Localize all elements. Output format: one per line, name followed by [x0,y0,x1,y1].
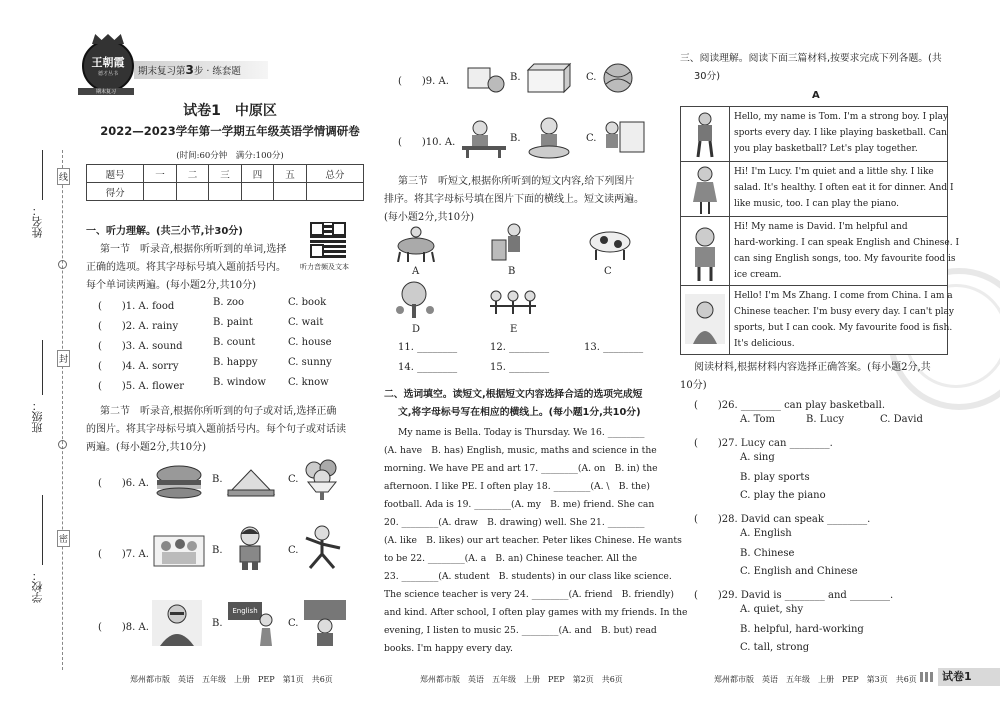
option-c: C. wait [288,317,324,328]
passage-line: hard-working. I can speak English and Chinese. I [734,238,960,248]
tag-number: 3 [185,63,194,77]
q9-stem[interactable]: ( )9. A. [398,76,449,87]
list-item [98,357,368,377]
cloze-line: books. I'm happy every day. [384,643,513,654]
score-header-cell: 二 [176,165,209,183]
option-c-label: C. [288,618,299,629]
score-header-cell: 三 [209,165,242,183]
section2-instruction: 两遍。(每小题2分,共10分) [86,442,207,453]
hole-icon [58,440,67,449]
answer-blank-13[interactable]: 13. ________ [584,342,644,353]
class-blank-line[interactable] [42,340,43,395]
cow-picture [582,222,636,262]
qr-code[interactable] [310,222,346,258]
picture-label-b: B [508,266,516,277]
sandwich-picture [226,466,276,498]
picture-label-e: E [510,324,518,335]
section3-instruction: 排序。将其字母标号填在图片下面的横线上。短文读两遍。 [384,194,644,205]
exam-meta: (时间:60分钟 满分:100分) [176,151,284,161]
score-table-header-row [87,165,364,183]
q27-option-a: A. sing [740,452,775,463]
tag-right: 步 · 练套题 [193,66,241,77]
logo-crown-icon [92,34,124,44]
score-header-cell: 题号 [87,165,144,183]
kids-playing-picture [486,288,540,320]
dashed-cut-line [62,150,63,670]
word-choice-list [98,297,368,397]
q10-stem[interactable]: ( )10. A. [398,137,456,148]
cloze-line: to be 22. ________(A. a B. an) Chinese teacher. All the [384,553,638,564]
score-table [86,164,364,201]
cloze-line: 20. ________(A. draw B. drawing) well. She 21. ________ [384,517,645,528]
section2-instruction: 第二节 听录音,根据你所听到的句子或对话,选择正确 [100,406,337,417]
cloze-line: 23. ________(A. student B. students) in our class like science. [384,571,672,582]
name-blank-line[interactable] [42,150,43,200]
score-cell[interactable] [176,183,209,201]
picture-label-d: D [412,324,421,335]
listening-heading: 一、听力理解。(共三小节,计30分) [86,226,243,237]
ball-picture [600,60,636,96]
reading-heading: 30分) [694,71,721,82]
q7-stem[interactable]: ( )7. A. [98,549,149,560]
passage-label: A [812,90,820,101]
hole-icon [58,260,67,269]
cloze-line: The science teacher is very 24. ________(A. friend B. friendly) [384,589,674,600]
passage-line: ice cream. [734,270,782,280]
seal-seal-mark: 封 [57,350,70,367]
reading-instruction: 10分) [680,380,707,391]
answer-blank-11[interactable]: 11. ________ [398,342,458,353]
q29-option-a: A. quiet, shy [740,604,804,615]
david-avatar [681,217,730,285]
score-cell[interactable] [144,183,177,201]
footer-dots [920,672,934,682]
ice-cream-picture [302,458,342,502]
answer-blank-15[interactable]: 15. ________ [490,362,550,373]
chinese-class-picture [302,598,348,646]
option-b: B. window [213,377,266,388]
seal-line-mark: 线 [57,168,70,185]
hamburger-picture [154,465,204,499]
reading-heading: 三、阅读理解。阅读下面三篇材料,按要求完成下列各题。(共 [680,53,942,64]
footer-page1: 郑州都市版 英语 五年级 上册 PEP 第1页 共6页 [130,675,333,684]
q8-stem[interactable]: ( )8. A. [98,622,149,633]
teacher-picture [152,600,202,646]
list-item [98,317,368,337]
q27[interactable]: ( )27. Lucy can ________. [694,438,833,449]
q26-option-a: A. Tom [740,414,775,425]
q28-option-a: A. English [740,528,792,539]
logo-text: 王朝霞 [91,56,125,69]
section2-instruction: 的图片。将其字母标号填入题前括号内。每个句子或对话读 [86,424,346,435]
cloze-line: (A. like B. likes) our art teacher. Peter likes Chinese. He wants [384,535,682,546]
score-header-cell: 总分 [306,165,363,183]
cloze-line: football. Ada is 19. ________(A. my B. me) friend. She can [384,499,655,510]
footer-tag: 试卷1 [938,668,1000,686]
passage-line: salad. It's healthy. I often eat it for dinner. And I [734,183,954,193]
family-picture [152,528,206,568]
reading-instruction: 阅读材料,根据材料内容选择正确答案。(每小题2分,共 [694,362,931,373]
reading-table [680,106,960,355]
section3-instruction: (每小题2分,共10分) [384,212,475,223]
name-label: 姓名： [31,205,44,238]
passage-line: can sing English songs, too. My favourite food is [734,254,956,264]
school-label: 学校： [31,570,44,603]
table-row [681,162,954,217]
q29-option-b: B. helpful, hard-working [740,624,864,635]
list-item [98,377,368,397]
answer-blank-12[interactable]: 12. ________ [490,342,550,353]
picture-label-a: A [412,266,420,277]
option-b-label: B. [212,474,223,485]
passage-line: Hi! My name is David. I'm helpful and [734,222,908,232]
item-stem[interactable]: ( )3. A. sound [98,341,183,352]
q28[interactable]: ( )28. David can speak ________. [694,514,871,525]
cloze-heading: 二、选词填空。读短文,根据短文内容选择合适的选项完成短 [384,389,643,400]
logo-ribbon: 期末复习 [78,88,134,95]
section1-instruction: 每个单词读两遍。(每小题2分,共10分) [86,280,257,291]
option-c: C. know [288,377,329,388]
kids-tree-picture [392,280,438,320]
passage-line: Chinese teacher. I'm busy every day. I can't play [734,307,954,317]
option-c-label: C. [288,545,299,556]
binding-margin [0,0,70,708]
answer-blank-14[interactable]: 14. ________ [398,362,458,373]
score-table-score-row [87,183,364,201]
passage-line: you play basketball? Let's play together. [734,144,918,154]
tom-avatar [681,107,730,161]
score-row-label: 得分 [87,183,144,201]
option-c: C. sunny [288,357,332,368]
table-row [681,107,947,162]
footer-page2: 郑州都市版 英语 五年级 上册 PEP 第2页 共6页 [420,675,623,684]
option-c-label: C. [586,72,597,83]
q6-stem[interactable]: ( )6. A. [98,478,149,489]
item-stem[interactable]: ( )5. A. flower [98,381,185,392]
q27-option-b: B. play sports [740,472,810,483]
school-blank-line[interactable] [42,495,43,565]
score-header-cell: 一 [144,165,177,183]
boy-cleaning-picture [600,118,646,158]
list-item [98,337,368,357]
passage-line: Hello! I'm Ms Zhang. I come from China. I am a [734,291,953,301]
box-ball-picture [458,60,506,94]
box-picture [524,60,574,94]
option-b: B. paint [213,317,253,328]
boy-washing-picture [526,116,572,160]
boy-desk-picture [458,118,508,158]
tag-left: 期末复习第 [138,66,186,77]
option-c-label: C. [586,133,597,144]
boy-picture [232,526,268,570]
lucy-avatar [681,162,730,216]
option-b-label: B. [510,133,521,144]
q28-option-c: C. English and Chinese [740,566,858,577]
q29[interactable]: ( )29. David is ________ and ________. [694,590,894,601]
cloze-line: (A. have B. has) English, music, maths and science in the [384,445,657,456]
cloze-line: My name is Bella. Today is Thursday. We 16. ________ [398,427,645,438]
cloze-line: evening, I listen to music 25. ________(A. and B. but) read [384,625,657,636]
cloze-line: afternoon. I like PE. I often play 18. ________(A. \ B. the) [384,481,650,492]
exam-subtitle: 2022—2023学年第一学期五年级英语学情调研卷 [100,124,360,138]
score-cell[interactable] [209,183,242,201]
cloze-line: and kind. After school, I often play games with my friends. In the [384,607,688,618]
q27-option-c: C. play the piano [740,490,826,501]
option-b: B. count [213,337,256,348]
girl-luggage-picture [488,222,532,262]
exam-title: 试卷1 中原区 [183,103,277,119]
cloze-line: morning. We have PE and art 17. ________(A. on B. in) the [384,463,658,474]
passage-line: sports, but I can cook. My favourite food is fish. [734,323,953,333]
list-item [98,297,368,317]
picture-label-c: C [604,266,612,277]
section-tag [134,61,268,79]
option-c-label: C. [288,474,299,485]
option-b: B. happy [213,357,258,368]
score-cell[interactable] [241,183,274,201]
q29-option-c: C. tall, strong [740,642,810,653]
score-header-cell: 五 [274,165,307,183]
option-b-label: B. [212,618,223,629]
passage-line: like music, too. I can play the piano. [734,199,899,209]
table-row [681,217,960,286]
passage-line: sports every day. I like playing basketball. Can [734,128,947,138]
ms-zhang-avatar [681,286,730,354]
item-stem[interactable]: ( )1. A. food [98,301,175,312]
horse-riding-picture [390,222,442,262]
section1-instruction: 正确的选项。将其字母标号填入题前括号内。 [86,262,286,273]
section3-instruction: 第三节 听短文,根据你所听到的短文内容,给下列图片 [398,176,635,187]
seal-dense-mark: 密 [57,530,70,547]
score-header-cell: 四 [241,165,274,183]
item-stem[interactable]: ( )2. A. rainy [98,321,179,332]
section1-instruction: 第一节 听录音,根据你所听到的单词,选择 [100,244,287,255]
logo-subtext: 德才丛书 [97,71,118,77]
blackboard: English [228,602,262,620]
passage-line: Hi! I'm Lucy. I'm quiet and a little shy. I like [734,167,934,177]
class-label: 班级： [31,400,44,433]
english-class-picture [226,600,276,646]
q28-option-b: B. Chinese [740,548,795,559]
score-cell[interactable] [274,183,307,201]
qr-caption: 听力音频及文本 [300,263,349,271]
passage-line: Hello, my name is Tom. I'm a strong boy. I play [734,112,949,122]
cloze-heading: 文,将字母标号写在相应的横线上。(每小题1分,共10分) [398,407,641,418]
option-c: C. house [288,337,332,348]
option-c: C. book [288,297,327,308]
option-b-label: B. [510,72,521,83]
brand-logo [82,40,134,92]
cloze-passage [384,424,688,658]
option-b: B. zoo [213,297,245,308]
score-cell[interactable] [306,183,363,201]
item-stem[interactable]: ( )4. A. sorry [98,361,179,372]
table-row [681,286,954,354]
option-b-label: B. [212,545,223,556]
passage-line: It's delicious. [734,339,795,349]
q26-option-c: C. David [880,414,923,425]
q26[interactable]: ( )26. ________ can play basketball. [694,400,886,411]
footer-page3: 郑州都市版 英语 五年级 上册 PEP 第3页 共6页 [714,675,917,684]
kungfu-boy-picture [302,524,344,570]
q26-option-b: B. Lucy [806,414,845,425]
